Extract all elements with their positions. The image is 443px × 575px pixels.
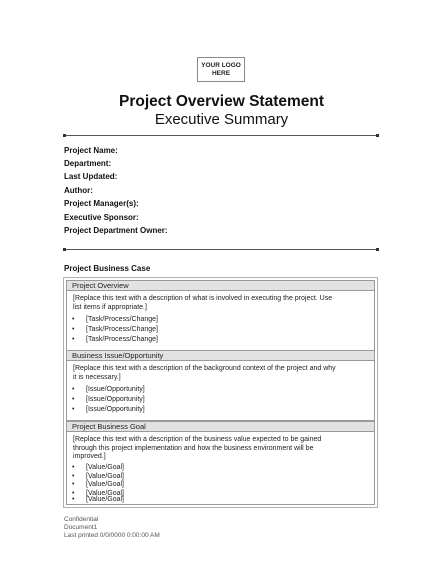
logo-text-line1: YOUR LOGO: [201, 61, 241, 69]
middle-divider: [64, 249, 378, 250]
section-description-line: [Replace this text with a description of what is involved in executing the project. Use: [73, 295, 333, 302]
footer-last-printed: Last printed 0/0/0000 0:00:00 AM: [64, 532, 160, 539]
field-last-updated: Last Updated:: [64, 172, 118, 181]
bullet-icon: •: [72, 481, 75, 488]
document-title: Project Overview Statement: [118, 93, 325, 110]
list-item-text: [Value/Goal]: [86, 472, 125, 480]
list-item-text: [Value/Goal]: [86, 481, 125, 488]
bullet-icon: •: [72, 396, 75, 403]
field-executive-sponsor: Executive Sponsor:: [64, 213, 139, 222]
bullet-icon: •: [72, 406, 75, 413]
field-project-department-owner: Project Department Owner:: [64, 226, 168, 235]
section-header-business-issue: Business Issue/Opportunity: [66, 350, 375, 361]
section-description-line: [Replace this text with a description of the business value expected to be gained: [73, 436, 322, 443]
section-description-line: [Replace this text with a description of the background context of the project and why: [73, 365, 336, 372]
list-item-text: [Issue/Opportunity]: [86, 386, 145, 393]
field-department: Department:: [64, 159, 112, 168]
bullet-icon: •: [72, 464, 75, 471]
bullet-icon: •: [72, 472, 75, 480]
section-header-project-overview: Project Overview: [66, 280, 375, 291]
logo-text-line2: HERE: [211, 69, 231, 77]
business-case-table: [63, 277, 378, 508]
list-item-text: [Issue/Opportunity]: [86, 406, 145, 413]
section-description-line: through this project implementation and how the business environment will be: [73, 444, 314, 452]
bullet-icon: •: [72, 386, 75, 393]
top-divider: [64, 135, 378, 136]
section-body-project-overview: [66, 291, 375, 351]
list-item-text: [Value/Goal]: [86, 489, 125, 497]
field-project-managers: Project Manager(s):: [64, 199, 139, 208]
section-body-business-issue: [66, 361, 375, 421]
section-header-project-business-goal: Project Business Goal: [66, 421, 375, 432]
field-author: Author:: [64, 186, 93, 195]
footer-confidential: Confidential: [64, 516, 99, 523]
bullet-icon: •: [72, 489, 75, 497]
bullet-icon: •: [72, 316, 75, 323]
section-description-line: it is necessary.]: [73, 373, 121, 381]
business-case-heading: Project Business Case: [64, 264, 151, 273]
section-description-line: improved.]: [73, 453, 106, 460]
bullet-icon: •: [72, 496, 75, 503]
field-project-name: Project Name:: [64, 146, 118, 155]
footer-document-name: Document1: [64, 524, 98, 531]
list-item-text: [Task/Process/Change]: [86, 336, 158, 343]
section-body-project-business-goal: [66, 432, 375, 505]
document-subtitle: Executive Summary: [154, 111, 289, 128]
list-item-text: [Value/Goal]: [86, 496, 125, 503]
list-item-text: [Value/Goal]: [86, 464, 125, 471]
bullet-icon: •: [72, 336, 75, 343]
list-item-text: [Task/Process/Change]: [86, 326, 158, 333]
list-item-text: [Task/Process/Change]: [86, 316, 158, 323]
list-item-text: [Issue/Opportunity]: [86, 396, 145, 403]
bullet-icon: •: [72, 326, 75, 333]
section-description-line: list items if appropriate.]: [73, 303, 147, 311]
logo-placeholder: [197, 57, 245, 82]
